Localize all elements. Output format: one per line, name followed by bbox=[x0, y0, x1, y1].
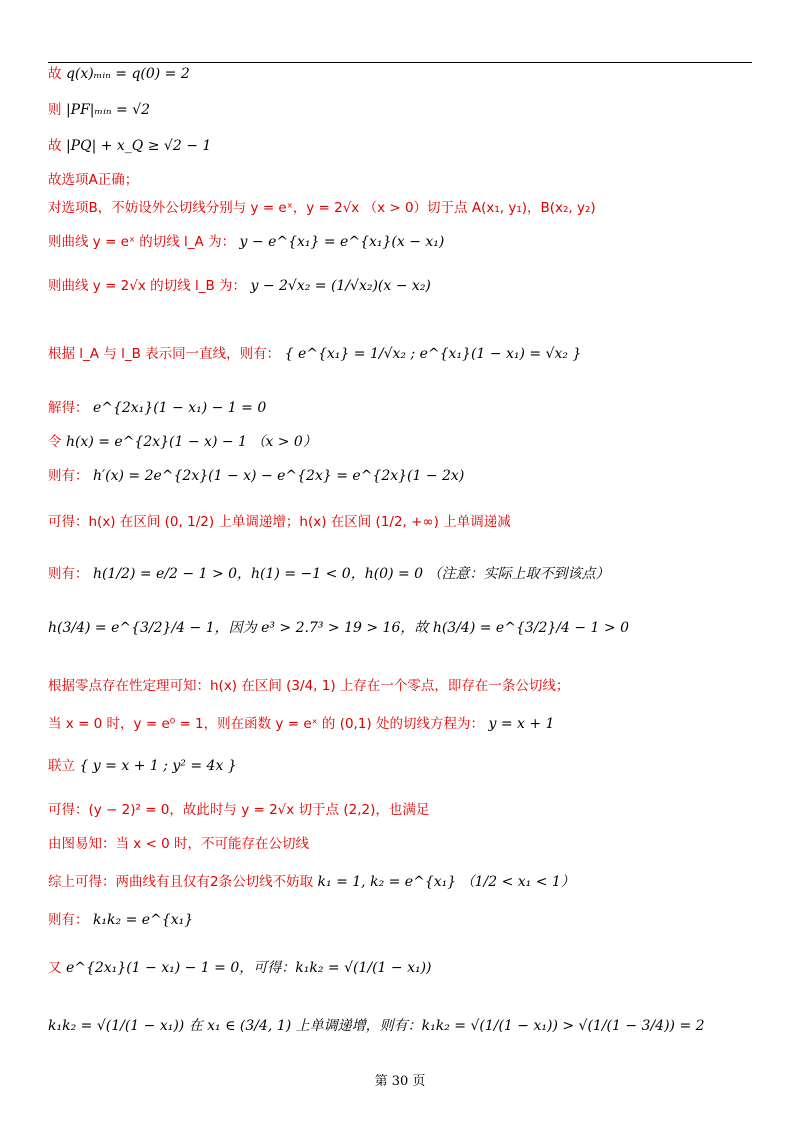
text-line bbox=[48, 958, 432, 978]
text-line bbox=[48, 564, 610, 584]
text-line bbox=[48, 676, 569, 696]
text-line bbox=[48, 834, 309, 854]
annotation-text: 则 bbox=[48, 102, 62, 118]
annotation-text: 又 bbox=[48, 960, 62, 976]
annotation-text: 根据 l_A 与 l_B 表示同一直线，则有： bbox=[48, 346, 281, 362]
header-rule bbox=[48, 62, 752, 63]
text-line bbox=[48, 398, 266, 418]
math-text: e^{2x₁}(1 − x₁) − 1 = 0 bbox=[92, 400, 267, 416]
text-line bbox=[48, 466, 464, 486]
annotation-text: 则有： bbox=[48, 468, 89, 484]
math-text: h(3/4) = e^{3/2}/4 − 1，因为 e³ > 2.7³ > 19 > 16，故 h(3/4) = e^{3/2}/4 − 1 > 0 bbox=[48, 620, 629, 636]
annotation-text: 可得：(y − 2)² = 0，故此时与 y = 2√x 切于点 (2,2)，也满足 bbox=[48, 802, 430, 818]
math-text: { e^{x₁} = 1/√x₂ ; e^{x₁}(1 − x₁) = √x₂ } bbox=[284, 346, 582, 362]
math-text: q(x)ₘᵢₙ = q(0) = 2 bbox=[65, 66, 190, 82]
math-text: k₁k₂ = e^{x₁} bbox=[92, 912, 194, 928]
annotation-text: 则有： bbox=[48, 566, 89, 582]
text-line bbox=[48, 276, 431, 296]
math-text: y − e^{x₁} = e^{x₁}(x − x₁) bbox=[239, 234, 445, 250]
annotation-text: 解得： bbox=[48, 400, 89, 416]
math-text: |PF|ₘᵢₙ = √2 bbox=[65, 102, 151, 118]
annotation-text: 综上可得：两曲线有且仅有2条公切线不妨取 bbox=[48, 874, 314, 890]
math-text: h′(x) = 2e^{2x}(1 − x) − e^{2x} = e^{2x}(1 − 2x) bbox=[92, 468, 465, 484]
text-line bbox=[48, 64, 190, 84]
text-line bbox=[48, 1016, 705, 1036]
math-text: e^{2x₁}(1 − x₁) − 1 = 0，可得：k₁k₂ = √(1/(1 − x₁)) bbox=[65, 960, 432, 976]
text-line bbox=[48, 136, 211, 156]
text-line bbox=[48, 232, 444, 252]
annotation-text: 故 bbox=[48, 66, 62, 82]
text-line bbox=[48, 198, 596, 218]
math-text: y = x + 1 bbox=[488, 716, 555, 732]
annotation-text: 根据零点存在性定理可知：h(x) 在区间 (3/4, 1) 上存在一个零点，即存在一条公切线； bbox=[48, 678, 570, 694]
text-line bbox=[48, 170, 138, 190]
text-line bbox=[48, 344, 581, 364]
annotation-text: 可得：h(x) 在区间 (0, 1/2) 上单调递增；h(x) 在区间 (1/2, +∞) 上单调递减 bbox=[48, 514, 511, 530]
annotation-text: 令 bbox=[48, 434, 62, 450]
text-line bbox=[48, 800, 429, 820]
annotation-text: 由图易知：当 x < 0 时，不可能存在公切线 bbox=[48, 836, 310, 852]
text-line bbox=[48, 100, 150, 120]
text-line bbox=[48, 756, 237, 776]
page-number: 第 30 页 bbox=[374, 1074, 426, 1089]
text-line bbox=[48, 872, 575, 892]
annotation-text: 对选项B，不妨设外公切线分别与 y = eˣ，y = 2√x （x > 0）切于点 A(x₁, y₁)，B(x₂, y₂) bbox=[48, 200, 596, 216]
annotation-text: 故选项A正确； bbox=[48, 172, 139, 188]
text-line bbox=[48, 714, 554, 734]
annotation-text: 故 bbox=[48, 138, 62, 154]
text-line bbox=[48, 618, 629, 638]
math-text: |PQ| + x_Q ≥ √2 − 1 bbox=[65, 138, 212, 154]
annotation-text: 则曲线 y = 2√x 的切线 l_B 为： bbox=[48, 278, 246, 294]
math-text: { y = x + 1 ; y² = 4x } bbox=[79, 758, 237, 774]
text-line bbox=[48, 512, 511, 532]
text-line bbox=[48, 910, 193, 930]
math-text: k₁ = 1, k₂ = e^{x₁} （1/2 < x₁ < 1） bbox=[317, 874, 575, 890]
text-line bbox=[48, 432, 317, 452]
annotation-text: 联立 bbox=[48, 758, 75, 774]
math-text: h(x) = e^{2x}(1 − x) − 1 （x > 0） bbox=[65, 434, 317, 450]
annotation-text: 当 x = 0 时，y = e⁰ = 1，则在函数 y = eˣ 的 (0,1) 处的切线方程为： bbox=[48, 716, 484, 732]
annotation-text: 则有： bbox=[48, 912, 89, 928]
math-text: h(1/2) = e/2 − 1 > 0，h(1) = −1 < 0，h(0) = 0 （注意：实际上取不到该点） bbox=[92, 566, 610, 582]
math-text: y − 2√x₂ = (1/√x₂)(x − x₂) bbox=[250, 278, 431, 294]
math-text: k₁k₂ = √(1/(1 − x₁)) 在 x₁ ∈ (3/4, 1) 上单调递增，则有：k₁k₂ = √(1/(1 − x₁)) > √(1/(1 − 3/4)) = 2 bbox=[48, 1018, 705, 1034]
annotation-text: 则曲线 y = eˣ 的切线 l_A 为： bbox=[48, 234, 236, 250]
